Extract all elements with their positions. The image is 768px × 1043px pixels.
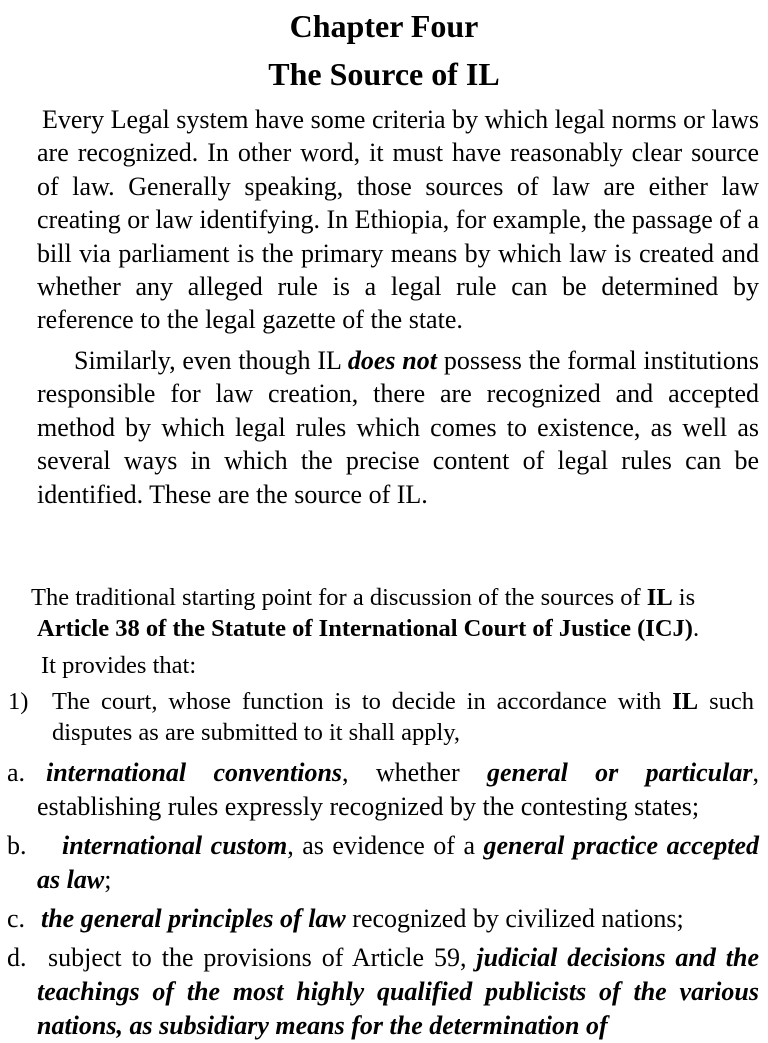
list-marker-b: b.	[7, 831, 27, 860]
list-item-b-text	[37, 829, 759, 897]
list-marker-1: 1)	[8, 688, 29, 715]
emphasis-does-not: does not	[347, 346, 437, 375]
item-b-emphasis-2: general practice accepted as law	[37, 831, 759, 894]
list-item-d-text	[37, 941, 759, 1043]
item-a-emphasis-2: general or particular	[486, 758, 753, 787]
item-c-emphasis: the general principles of law	[41, 904, 346, 933]
paragraph-similarly	[37, 344, 759, 511]
starting-point-before: The traditional starting point for a discussion of the sources of	[31, 584, 647, 611]
article-period: .	[692, 615, 700, 642]
starting-point-after: is	[672, 584, 696, 611]
provides-line: It provides that:	[41, 652, 197, 679]
list-marker-c: c.	[7, 904, 26, 933]
item-a-after: , establishing rules expressly recognized by the contesting states;	[37, 758, 759, 821]
item-a-emphasis-1: international conventions	[46, 758, 343, 787]
article-38-reference: Article 38 of the Statute of International Court of Justice (ICJ)	[37, 615, 693, 642]
item1-il: IL	[672, 688, 699, 715]
paragraph-similarly-before: Similarly, even though IL	[74, 346, 348, 375]
item-b-after: ;	[104, 865, 112, 894]
list-item-a-text	[37, 756, 759, 824]
item-d-emphasis: judicial decisions and the teachings of the most highly qualified publicists of the various nations, as subsidiary means for the determination of	[37, 943, 759, 1040]
list-marker-a: a.	[7, 758, 26, 787]
item-b-mid: , as evidence of a	[287, 831, 484, 860]
page-title: The Source of IL	[268, 56, 500, 92]
paragraph-intro-text: Every Legal system have some criteria by which legal norms or laws are recognized. In other word, it must have reasonably clear source of law. Generally speaking, those sources of law are either law creating or law identifying. In Ethiopia, for example, the passage of a bill via parliament is the primary means by which law is created and whether any alleged rule is a legal rule can be determined by reference to the legal gazette of the state.	[37, 105, 759, 335]
paragraph-starting-point	[31, 582, 759, 613]
article-38-line	[37, 613, 699, 644]
item-c-after: recognized by civilized nations;	[345, 904, 684, 933]
il-term: IL	[646, 584, 673, 611]
item1-before: The court, whose function is to decide in accordance with	[52, 688, 673, 715]
list-item-c-text	[37, 902, 759, 936]
item-d-before: subject to the provisions of Article 59,	[48, 943, 477, 972]
item-a-mid: , whether	[342, 758, 487, 787]
paragraph-similarly-after: possess the formal institutions responsible for law creation, there are recognized and accepted method by which legal rules which comes to existence, as well as several ways in which the precise content of legal rules can be identified. These are the source of IL.	[37, 346, 759, 509]
list-marker-d: d.	[7, 943, 27, 972]
item-b-emphasis-1: international custom	[62, 831, 288, 860]
chapter-heading: Chapter Four	[289, 8, 479, 44]
item1-after: such disputes as are submitted to it shall apply,	[52, 688, 754, 746]
paragraph-intro	[37, 103, 759, 337]
list-item-1-text	[52, 686, 754, 748]
